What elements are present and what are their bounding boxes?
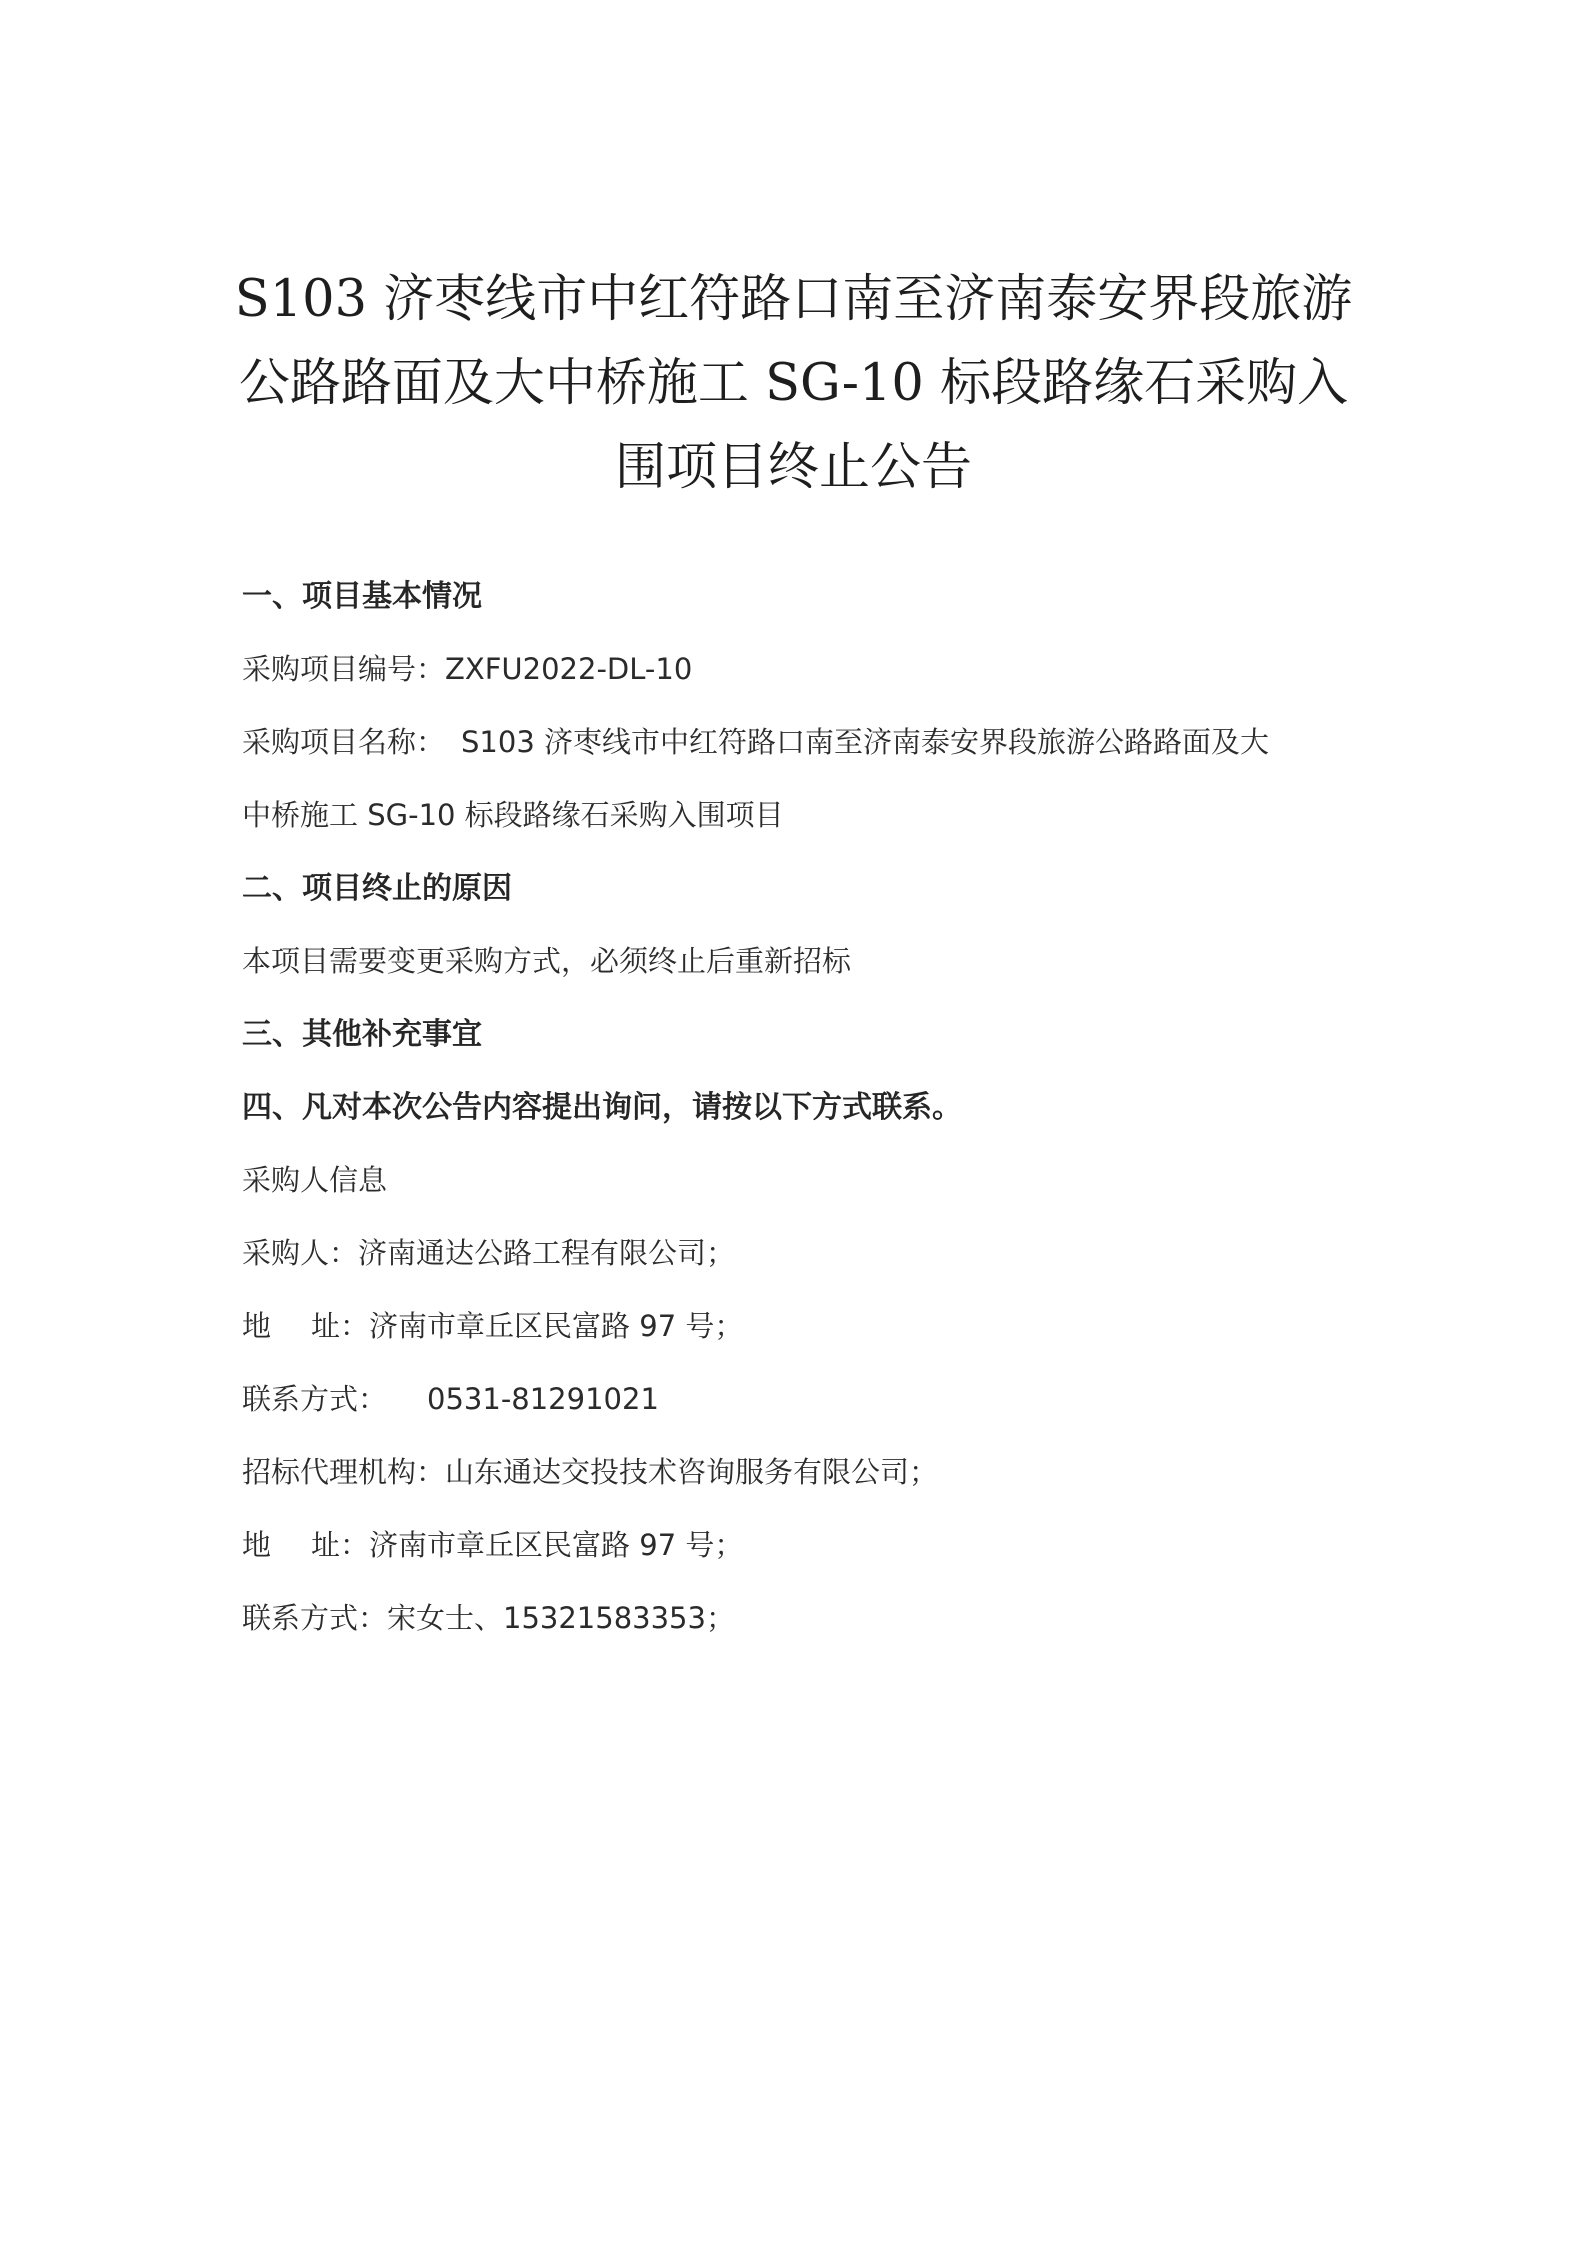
project-name-line-1 [242,706,1352,779]
purchaser-address-value: 济南市章丘区民富路 97 号； [369,1309,744,1343]
title-line-3: 围项目终止公告 [614,438,972,497]
agency-address-value: 济南市章丘区民富路 97 号； [369,1528,744,1562]
purchaser-line: 采购人：济南通达公路工程有限公司； [242,1236,736,1270]
address-label-char-2: 址： [311,1309,370,1343]
purchaser-phone: 0531-81291021 [427,1382,659,1416]
address-label-char-1: 地 [242,1528,272,1562]
project-name-value-1: S103 济枣线市中红符路口南至济南泰安界段旅游公路路面及大 [461,725,1269,759]
document-title [230,258,1357,510]
agency-line: 招标代理机构：山东通达交投技术咨询服务有限公司； [242,1455,939,1489]
purchaser-address-line [242,1290,1352,1363]
purchaser-contact-line [242,1363,1352,1436]
termination-reason: 本项目需要变更采购方式，必须终止后重新招标 [242,944,852,978]
title-line-2: 公路路面及大中桥施工 SG-10 标段路缘石采购入 [238,354,1349,413]
contact-label: 联系方式： [242,1382,388,1416]
section-3-heading: 三、其他补充事宜 [242,1017,482,1052]
section-4-heading: 四、凡对本次公告内容提出询问，请按以下方式联系。 [242,1090,962,1125]
project-name-label: 采购项目名称： [242,725,446,759]
document-body [242,560,1352,1655]
address-label-char-1: 地 [242,1309,272,1343]
project-number-line [242,633,1352,706]
agency-contact-line: 联系方式：宋女士、15321583353； [242,1601,735,1635]
project-name-line-2: 中桥施工 SG-10 标段路缘石采购入围项目 [242,798,784,832]
agency-address-line [242,1509,1352,1582]
section-2-heading: 二、项目终止的原因 [242,871,512,906]
section-1-heading: 一、项目基本情况 [242,579,482,614]
purchaser-info-label: 采购人信息 [242,1163,388,1197]
title-line-1: S103 济枣线市中红符路口南至济南泰安界段旅游 [234,270,1353,329]
project-number-label: 采购项目编号： [242,652,446,686]
address-label-char-2: 址： [311,1528,370,1562]
project-number-value: ZXFU2022-DL-10 [445,652,693,686]
